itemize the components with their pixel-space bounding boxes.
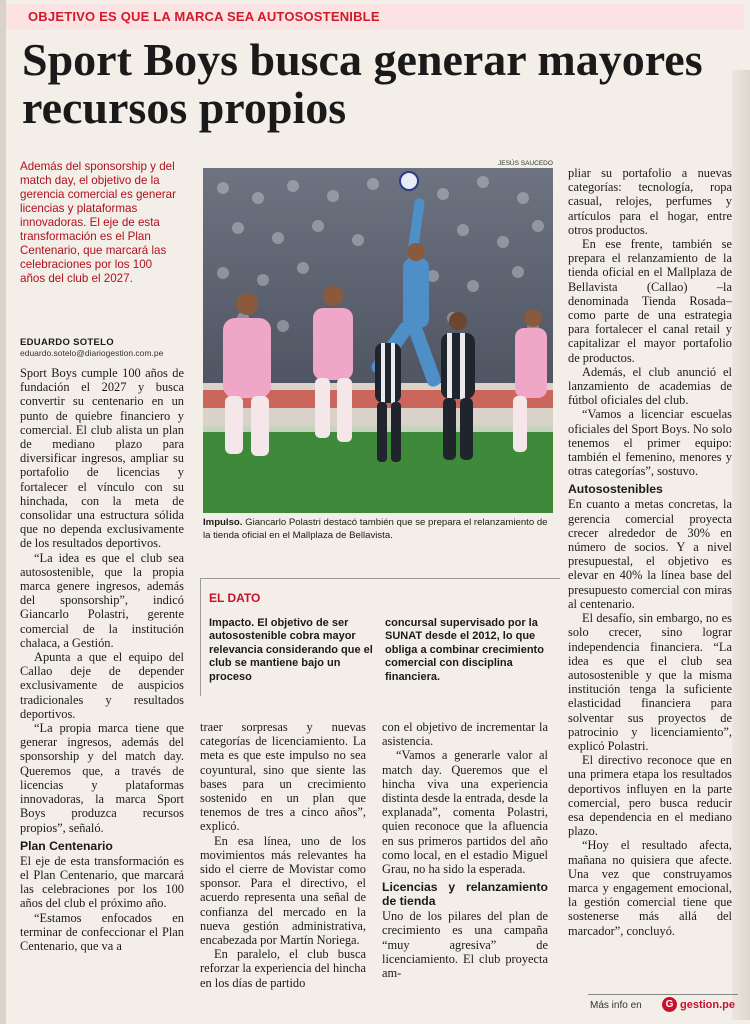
paragraph: Sport Boys cumple 100 años de fundación el 2027 y busca convertir su centenario en un punto de quiebre financiero y comercial. El club alista un plan de mediano plazo para diversificar ingresos, ampliar su portafolio de licencias y fortalecer el vínculo con su hinchada, con la meta de consolidar una estructura sólida que no dependa exclusivamente de los resultados deportivos. (20, 366, 184, 551)
paragraph: En esa línea, uno de los movimientos más relevantes ha sido el cierre de Movistar como sponsor. Para el directivo, el acuerdo representa una señal de confianza del mercado en la nueva gestión administrativa, encabezada por Martín Noriega. (200, 833, 366, 948)
caption-lead: Impulso. (203, 517, 243, 528)
photo-credit: JESÚS SAUCEDO (498, 160, 553, 167)
subhead-licencias: Licencias y relanzamiento de tienda (382, 880, 548, 909)
headline: Sport Boys busca generar mayores recursos propios (22, 34, 703, 133)
paragraph: “Vamos a licenciar escuelas oficiales del Sport Boys. No solo tenemos el primer equipo: también el femenino, menores y otras categorías”, sostuvo. (568, 407, 732, 479)
paragraph: “La propia marca tiene que generar ingresos, además del sponsorship y del match day. Queremos que, a través de licencias y plataformas innovadoras, la marca Sport Boys produzca recursos propios”, señaló. (20, 721, 184, 835)
author-byline (20, 337, 198, 358)
paragraph: traer sorpresas y nuevas categorías de licenciamiento. La meta es que este impulso no sea coyuntural, sino que siente las bases para un crecimiento sostenido en un plan que tenemos de tres a cinco años”, explicó. (200, 720, 366, 834)
gestion-g-icon: G (662, 997, 677, 1012)
kicker-text: OBJETIVO ES QUE LA MARCA SEA AUTOSOSTENIBLE (28, 9, 380, 24)
more-info-label: Más info en (590, 1000, 642, 1011)
paragraph: “Hoy el resultado afecta, mañana no quisiera que afecte. Una vez que construyamos marca y engagement emocional, la gestión comercial tiene que sostenerse más allá del marcador”, concluyó. (568, 838, 732, 938)
photo-illustration (203, 168, 553, 513)
el-dato-box (200, 578, 560, 696)
page-edge-right (732, 70, 750, 1020)
subhead-plan-centenario: Plan Centenario (20, 838, 113, 853)
paragraph: En paralelo, el club busca reforzar la experiencia del hincha en los días de partido (200, 947, 366, 990)
paragraph: Apunta a que el equipo del Callao deje de depender exclusivamente de auspicios tradicionales y resultados deportivos. (20, 650, 184, 721)
el-dato-text-2: concursal supervisado por la SUNAT desde el 2012, lo que obliga a combinar crecimiento comercial con disciplina financiera. (385, 617, 544, 683)
paragraph: Además, el club anunció el lanzamiento de academias de fútbol oficiales del club. (568, 364, 732, 408)
paragraph: En cuanto a metas concretas, la gerencia comercial proyecta crecer alrededor de 30% en número de socios. Y a nivel presupuestal, el objetivo es elevar en 40% la línea base del presupuesto comercial con miras al centenario. (568, 497, 732, 611)
paragraph: El eje de esta transformación es el Plan Centenario, que marcará las celebraciones por los 100 años del club el próximo año. (20, 853, 184, 911)
paragraph: con el objetivo de incrementar la asistencia. (382, 720, 548, 749)
paragraph: En ese frente, también se prepara el relanzamiento de la tienda oficial en el Mallplaza de Bellavista (Callao) –la denominada Tienda Rosada– como parte de una estrategia para fortalecer el canal retail y capitalizar el mayor portafolio de productos. (568, 237, 732, 365)
author-name: EDUARDO SOTELO (20, 337, 114, 348)
subhead-autosostenibles: Autosostenibles (568, 482, 663, 497)
more-info-footer (588, 994, 738, 1016)
caption-text: Giancarlo Polastri destacó también que se prepara el relanzamiento de la tienda oficial en el Mallplaza de Bellavista. (203, 517, 548, 541)
gestion-logo[interactable] (662, 997, 735, 1012)
column-2 (200, 720, 366, 990)
photo-caption (203, 517, 553, 542)
el-dato-text-1: Impacto. El objetivo de ser autosostenible cobra mayor relevancia considerando que el club se mantiene bajo un proceso (209, 617, 373, 683)
paragraph: pliar su portafolio a nuevas categorías: tecnología, ropa casual, relojes, perfumes y artículos para el hogar, entre otros productos. (568, 166, 732, 237)
column-4 (568, 166, 732, 938)
gestion-logo-text: gestion.pe (680, 998, 736, 1011)
author-email[interactable]: eduardo.sotelo@diariogestion.com.pe (20, 348, 164, 358)
el-dato-tag: EL DATO (209, 591, 261, 605)
paragraph: El directivo reconoce que en una primera etapa los resultados deportivos influyen en la parte comercial, pero busca reducir esa dependencia en el mediano plazo. (568, 753, 732, 839)
page-edge-left (0, 0, 6, 1024)
standfirst: Además del sponsorship y del match day, el objetivo de la gerencia comercial es generar licencias y plataformas innovadoras. El eje de esta transformación es el Plan Centenario, que marcará las celebraciones por los 100 años del club el 2027. (20, 160, 176, 285)
paragraph: “Vamos a generarle valor al match day. Queremos que el hincha viva una experiencia distinta desde la entrada, desde la explanada”, comenta Polastri, quien reconoce que la afluencia en sus primeros partidos del año como local, en el estadio Miguel Grau, no ha sido la esperada. (382, 748, 548, 877)
paragraph: “Estamos enfocados en terminar de confeccionar el Plan Centenario, que va a (20, 910, 184, 953)
paragraph: Uno de los pilares del plan de crecimiento es una campaña “muy agresiva” de licenciamiento. El club proyecta am- (382, 909, 548, 981)
match-photo (203, 168, 553, 513)
paragraph: “La idea es que el club sea autosostenible, que la propia marca genere ingresos, además del sponsorship”, indicó Giancarlo Polastri, gerente comercial de la institución chalaca, a Gestión. (20, 550, 184, 650)
kicker-bar (6, 4, 744, 29)
column-3 (382, 720, 548, 980)
paragraph: El desafío, sin embargo, no es solo crecer, sino lograr independencia financiera. “La idea es que el club sea autosostenible y que la misma institución tenga la suficiente elasticidad financiera para solventar sus proyectos de patrocinio y licenciamiento”, explicó Polastri. (568, 611, 732, 753)
column-1 (20, 366, 184, 953)
